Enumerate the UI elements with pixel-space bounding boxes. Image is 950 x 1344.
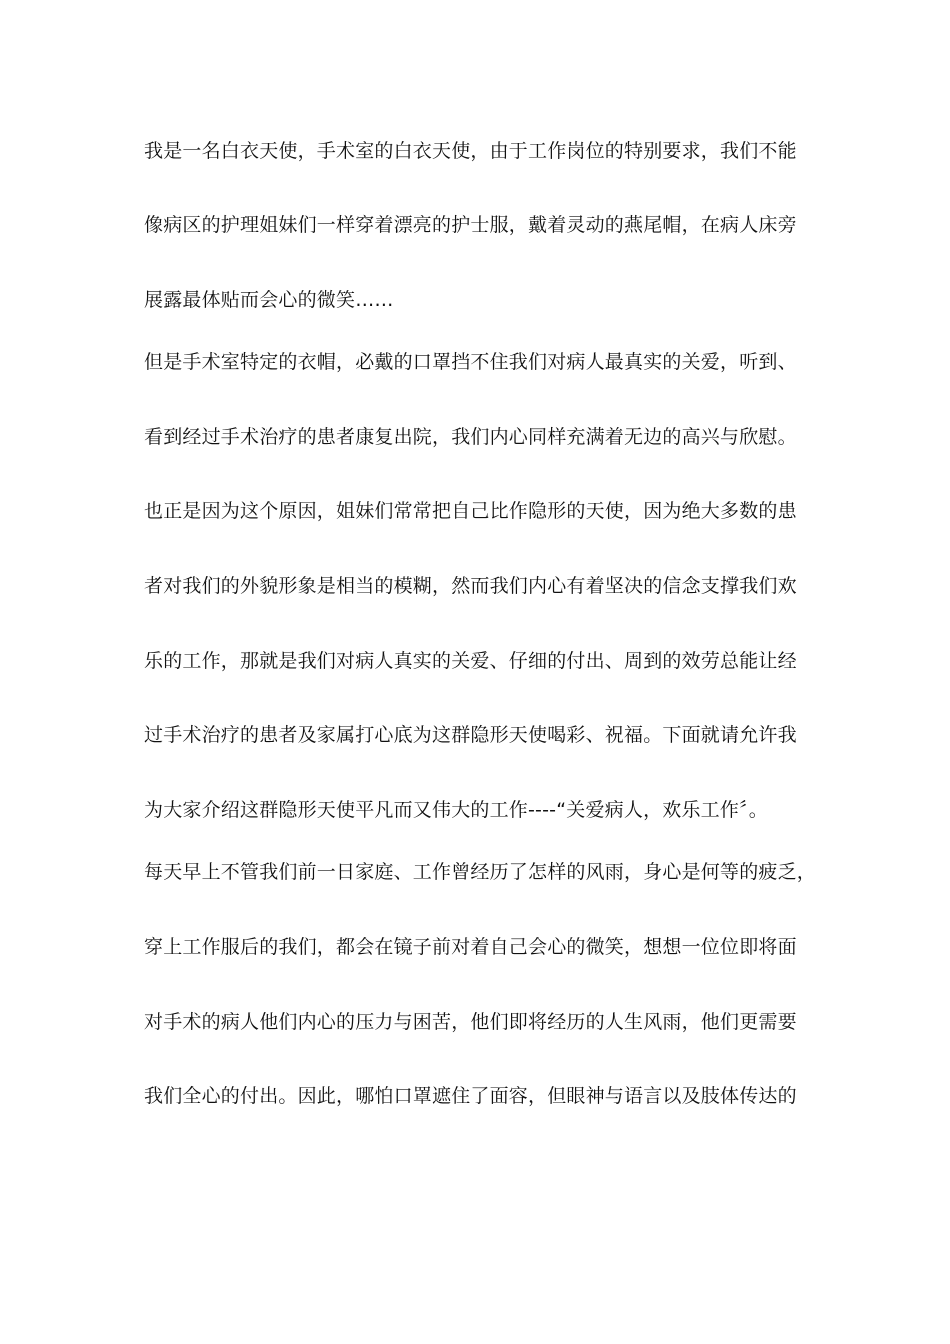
text-line: 看到经过手术治疗的患者康复出院，我们内心同样充满着无边的高兴与欣慰。: [144, 426, 797, 448]
text-line: 过手术治疗的患者及家属打心底为这群隐形天使喝彩、祝福。下面就请允许我: [144, 724, 797, 746]
text-line: 我们全心的付出。因此，哪怕口罩遮住了面容，但眼神与语言以及肢体传达的: [144, 1085, 797, 1107]
text-line: 为大家介绍这群隐形天使平凡而又伟大的工作‑‑‑‑“关爱病人，欢乐工作〞。: [144, 799, 768, 821]
text-line: 展露最体贴而会心的微笑……: [144, 289, 394, 311]
text-line: 我是一名白衣天使，手术室的白衣天使，由于工作岗位的特别要求，我们不能: [144, 140, 797, 162]
text-line: 但是手术室特定的衣帽，必戴的口罩挡不住我们对病人最真实的关爱，听到、: [144, 351, 797, 373]
text-line: 像病区的护理姐妹们一样穿着漂亮的护士服，戴着灵动的燕尾帽，在病人床旁: [144, 214, 797, 236]
text-line: 对手术的病人他们内心的压力与困苦，他们即将经历的人生风雨，他们更需要: [144, 1011, 797, 1033]
text-line: 乐的工作，那就是我们对病人真实的关爱、仔细的付出、周到的效劳总能让经: [144, 650, 797, 672]
text-line: 穿上工作服后的我们，都会在镜子前对着自己会心的微笑，想想一位位即将面: [144, 936, 797, 958]
text-line: 也正是因为这个原因，姐妹们常常把自己比作隐形的天使，因为绝大多数的患: [144, 500, 797, 522]
text-line: 者对我们的外貌形象是相当的模糊，然而我们内心有着坚决的信念支撑我们欢: [144, 575, 797, 597]
text-line: 每天早上不管我们前一日家庭、工作曾经历了怎样的风雨，身心是何等的疲乏，: [144, 861, 817, 883]
